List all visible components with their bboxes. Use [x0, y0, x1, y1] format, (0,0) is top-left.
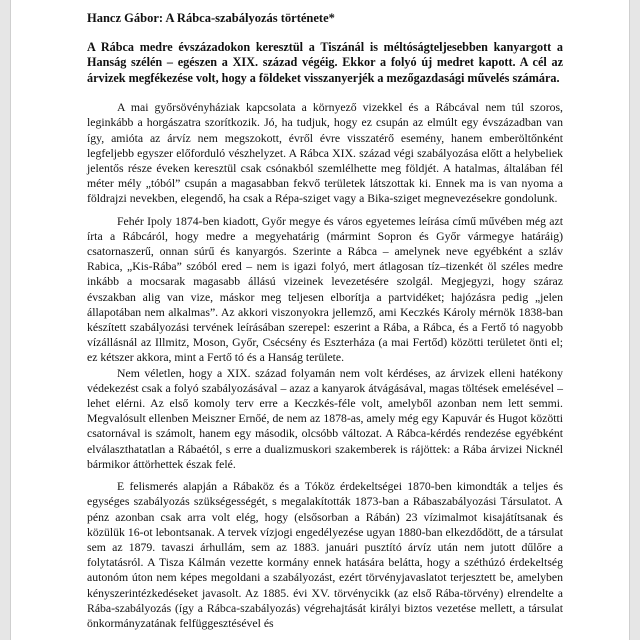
document-page [10, 0, 630, 640]
body-paragraph-4: E felismerés alapján a Rábaköz és a Tóköz érdekeltségei 1870-ben kimondták a teljes és egységes szabályozás szükségességét, s megalakították 1873-ban a Rábaszabályozási Társulatot. A pénz azonban csak arra volt elég, hogy (elsősorban a Rábán) 23 vízimalmot kisajátítsanak és közülük 16-ot lebontsanak. A tervek vízjogi engedélyezése ugyan 1880-ban elkezdődött, de a társulat sem az 1879. tavaszi árhullám, sem az 1883. januári pusztító árvíz után nem jutott dűlőre a folytatásról. A Tisza Kálmán vezette kormány ennek hatására belátta, hogy a széthúzó érdekeltség autonóm úton nem képes megoldani a szabályozást, ezért törvényjavaslatot terjesztett be, amelyben kényszerintézkedéseket javasolt. Az 1885. évi XV. törvénycikk (az első Rába-törvény) elrendelte a Rába-szabályozás (így a Rábca-szabályozás) végrehajtását királyi biztos vezetése mellett, a társulat önkormányzatának felfüggesztésével és [87, 480, 563, 630]
body-paragraph-2: Fehér Ipoly 1874-ben kiadott, Győr megye és város egyetemes leírása című művében még azt írta a Rábcáról, hogy medre a megyehatárig (mármint Sopron és Győr vármegye határáig) csatornaszerű, onnan súrű és kanyargós. Szerinte a Rábca – amelynek neve egyébként a szláv Rabica, „Kis-Rába” szóból ered – nem is igazi folyó, mert átlagosan tíz–tizenkét öl széles medre inkább a mocsarak magasabb állású vizeinek levezetésére szolgál. Megjegyzi, hogy száraz évszakban alig van vize, máskor meg teljesen elborítja a partvidéket; hajózásra pedig „jelen állapotában nem alkalmas”. Az akkori viszonyokra jellemző, ami Keczkés Károly mérnök 1838-ban készített szabályozási tervének leírásában szerepel: eszerint a Rába, a Rábca, és a Fertő tó nagyobb vízállásnál az Illmitz, Moson, Győr, Csécsény és Eszterháza (a mai Fertőd) közötti területet önti el; ez kétszer akkora, mint a Fertő tó és a Hanság területe. [87, 214, 563, 365]
document-content [87, 10, 563, 631]
document-title: Hancz Gábor: A Rábca-szabályozás története* [87, 11, 335, 25]
document-abstract: A Rábca medre évszázadokon keresztül a Tiszánál is méltóságteljesebben kanyargott a Hanság szélén – egészen a XIX. század végéig. Ekkor a folyó új medret kapott. A cél az árvizek megfékezése volt, hogy a földeket visszanyerjék a mezőgazdasági művelés számára. [87, 40, 563, 85]
body-paragraph-3: Nem véletlen, hogy a XIX. század folyamán nem volt kérdéses, az árvizek elleni hatékony védekezést csak a folyó szabályozásával – azaz a kanyarok átvágásával, magas töltések emelésével – lehet elérni. Az első komoly terv erre a Keczkés-féle volt, amelyből azonban nem lett semmi. Megvalósult ellenben Meiszner Ernőé, de nem az 1878-as, amely még egy Kapuvár és Hugot közötti csatornával is számolt, hanem egy második, olcsóbb változat. A Rábca-kérdés rendezése egyébként elválaszthatatlan a Rábaétól, s erre a dualizmuskori szakemberek is rájöttek: a Rába árvizei Nicknél bármikor áttörhettek észak felé. [87, 366, 563, 471]
body-paragraph-1: A mai győrsövényháziak kapcsolata a környező vizekkel és a Rábcával nem túl szoros, leginkább a horgászatra szorítkozik. Jó, ha tudjuk, hogy ez csupán az elmúlt egy évszázadban van így, amióta az árvíz nem megszokott, évről évre visszatérő esemény, hanem emberöltőnként legfeljebb egyszer előforduló vészhelyzet. A Rábca XIX. század végi szabályozása előtt a helybeliek jelentős része éveken keresztül csak csónakból szemlélhette meg földjét. A hatalmas, általában fél méter mély „tóból” csupán a magasabban fekvő területek látszottak ki. Ennek ma is van nyoma a földrajzi nevekben, elegendő, ha csak a Répa-sziget vagy a Bika-sziget megnevezésekre gondolunk. [87, 101, 563, 206]
